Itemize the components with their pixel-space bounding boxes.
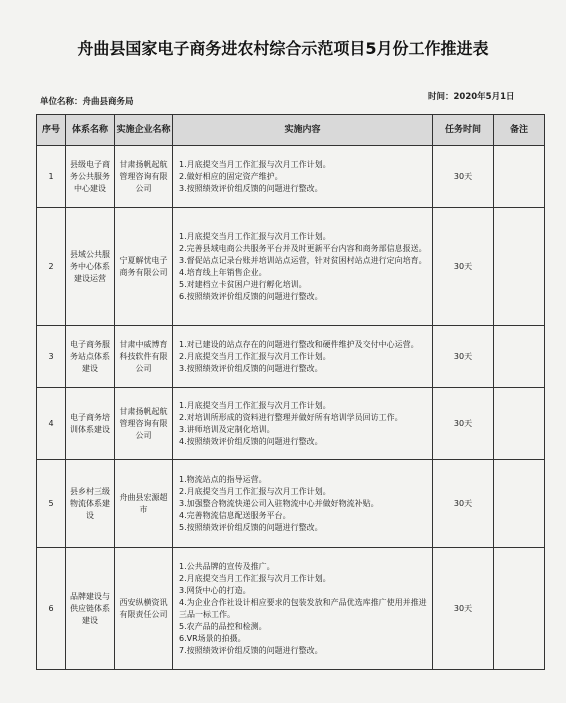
content-item: 5.对建档立卡贫困户进行孵化培训。 bbox=[179, 279, 307, 289]
row-note bbox=[494, 146, 545, 208]
row-content bbox=[173, 208, 433, 326]
content-item: 2.完善县域电商公共服务平台并及时更新平台内容和商务部信息报送。 bbox=[179, 243, 427, 253]
content-item: 4.按照绩效评价组反馈的问题进行整改。 bbox=[179, 436, 323, 446]
row-system: 县域公共服务中心体系建设运营 bbox=[66, 208, 115, 326]
content-item: 3.讲师培训及定制化培训。 bbox=[179, 424, 275, 434]
table-row bbox=[37, 548, 545, 670]
row-system: 县级电子商务公共服务中心建设 bbox=[66, 146, 115, 208]
content-item: 4.为企业合作社设计相应要求的包装发放和产品优选库推广使用并推进三品一标工作。 bbox=[179, 597, 427, 619]
unit-name: 单位名称：舟曲县商务局 bbox=[40, 97, 134, 107]
content-item: 5.按照绩效评价组反馈的问题进行整改。 bbox=[179, 522, 323, 532]
row-time: 30天 bbox=[433, 548, 494, 670]
row-content bbox=[173, 460, 433, 548]
row-seq: 1 bbox=[37, 146, 66, 208]
row-enterprise: 甘肃扬帆起航管理咨询有限公司 bbox=[115, 146, 173, 208]
content-item: 3.加强整合物流快递公司入驻物流中心并做好物流补贴。 bbox=[179, 498, 379, 508]
row-content bbox=[173, 146, 433, 208]
content-item: 3.督促站点记录台账并培训站点运营，针对贫困村站点进行定向培育。 bbox=[179, 255, 427, 265]
content-item: 2.月底提交当月工作汇报与次月工作计划。 bbox=[179, 486, 331, 496]
table-row bbox=[37, 208, 545, 326]
content-item: 2.月底提交当月工作汇报与次月工作计划。 bbox=[179, 351, 331, 361]
content-item: 3.网货中心的打造。 bbox=[179, 585, 251, 595]
row-seq: 4 bbox=[37, 388, 66, 460]
header-note: 备注 bbox=[494, 115, 545, 146]
row-enterprise: 宁夏解忧电子商务有限公司 bbox=[115, 208, 173, 326]
row-enterprise: 甘肃中威博育科技软件有限公司 bbox=[115, 326, 173, 388]
document-title: 舟曲县国家电子商务进农村综合示范项目5月份工作推进表 bbox=[77, 39, 489, 58]
content-item: 1.月底提交当月工作汇报与次月工作计划。 bbox=[179, 400, 331, 410]
document-date: 时间：2020年5月1日 bbox=[428, 92, 515, 102]
row-system: 电子商务培训体系建设 bbox=[66, 388, 115, 460]
header-system: 体系名称 bbox=[66, 115, 115, 146]
content-item: 1.物流站点的指导运营。 bbox=[179, 474, 267, 484]
content-item: 7.按照绩效评价组反馈的问题进行整改。 bbox=[179, 645, 323, 655]
content-item: 2.做好相应的固定资产维护。 bbox=[179, 171, 283, 181]
row-note bbox=[494, 208, 545, 326]
row-time: 30天 bbox=[433, 326, 494, 388]
header-time: 任务时间 bbox=[433, 115, 494, 146]
content-item: 1.月底提交当月工作汇报与次月工作计划。 bbox=[179, 231, 331, 241]
content-item: 6.VR场景的拍摄。 bbox=[179, 633, 246, 643]
content-item: 4.培育线上年销售企业。 bbox=[179, 267, 267, 277]
table-row bbox=[37, 146, 545, 208]
row-time: 30天 bbox=[433, 146, 494, 208]
row-note bbox=[494, 326, 545, 388]
row-content bbox=[173, 388, 433, 460]
content-item: 1.公共品牌的宣传及推广。 bbox=[179, 561, 275, 571]
content-item: 6.按照绩效评价组反馈的问题进行整改。 bbox=[179, 291, 323, 301]
table-row bbox=[37, 388, 545, 460]
header-content: 实施内容 bbox=[173, 115, 433, 146]
row-content bbox=[173, 326, 433, 388]
work-plan-table bbox=[36, 114, 545, 670]
row-note bbox=[494, 388, 545, 460]
row-seq: 5 bbox=[37, 460, 66, 548]
row-system: 电子商务服务站点体系建设 bbox=[66, 326, 115, 388]
row-note bbox=[494, 460, 545, 548]
table-row bbox=[37, 326, 545, 388]
header-seq: 序号 bbox=[37, 115, 66, 146]
row-system: 品牌建设与供应链体系建设 bbox=[66, 548, 115, 670]
row-seq: 2 bbox=[37, 208, 66, 326]
row-time: 30天 bbox=[433, 460, 494, 548]
header-enterprise: 实施企业名称 bbox=[115, 115, 173, 146]
row-content bbox=[173, 548, 433, 670]
row-seq: 3 bbox=[37, 326, 66, 388]
content-item: 2.月底提交当月工作汇报与次月工作计划。 bbox=[179, 573, 331, 583]
table-header-row bbox=[37, 115, 545, 146]
row-time: 30天 bbox=[433, 388, 494, 460]
content-item: 3.按照绩效评价组反馈的问题进行整改。 bbox=[179, 183, 323, 193]
content-item: 2.对培训所形成的资料进行整理并做好所有培训学员回访工作。 bbox=[179, 412, 403, 422]
content-item: 1.月底提交当月工作汇报与次月工作计划。 bbox=[179, 159, 331, 169]
row-seq: 6 bbox=[37, 548, 66, 670]
row-note bbox=[494, 548, 545, 670]
row-time: 30天 bbox=[433, 208, 494, 326]
row-enterprise: 甘肃扬帆起航管理咨询有限公司 bbox=[115, 388, 173, 460]
row-enterprise: 舟曲县宏源超市 bbox=[115, 460, 173, 548]
row-enterprise: 西安纵横资讯有限责任公司 bbox=[115, 548, 173, 670]
content-item: 5.农产品的品控和检测。 bbox=[179, 621, 267, 631]
content-item: 3.按照绩效评价组反馈的问题进行整改。 bbox=[179, 363, 323, 373]
row-system: 县乡村三级物流体系建设 bbox=[66, 460, 115, 548]
content-item: 1.对已建设的站点存在的问题进行整改和硬件维护及交付中心运营。 bbox=[179, 339, 419, 349]
table-row bbox=[37, 460, 545, 548]
content-item: 4.完善物流信息配送服务平台。 bbox=[179, 510, 291, 520]
